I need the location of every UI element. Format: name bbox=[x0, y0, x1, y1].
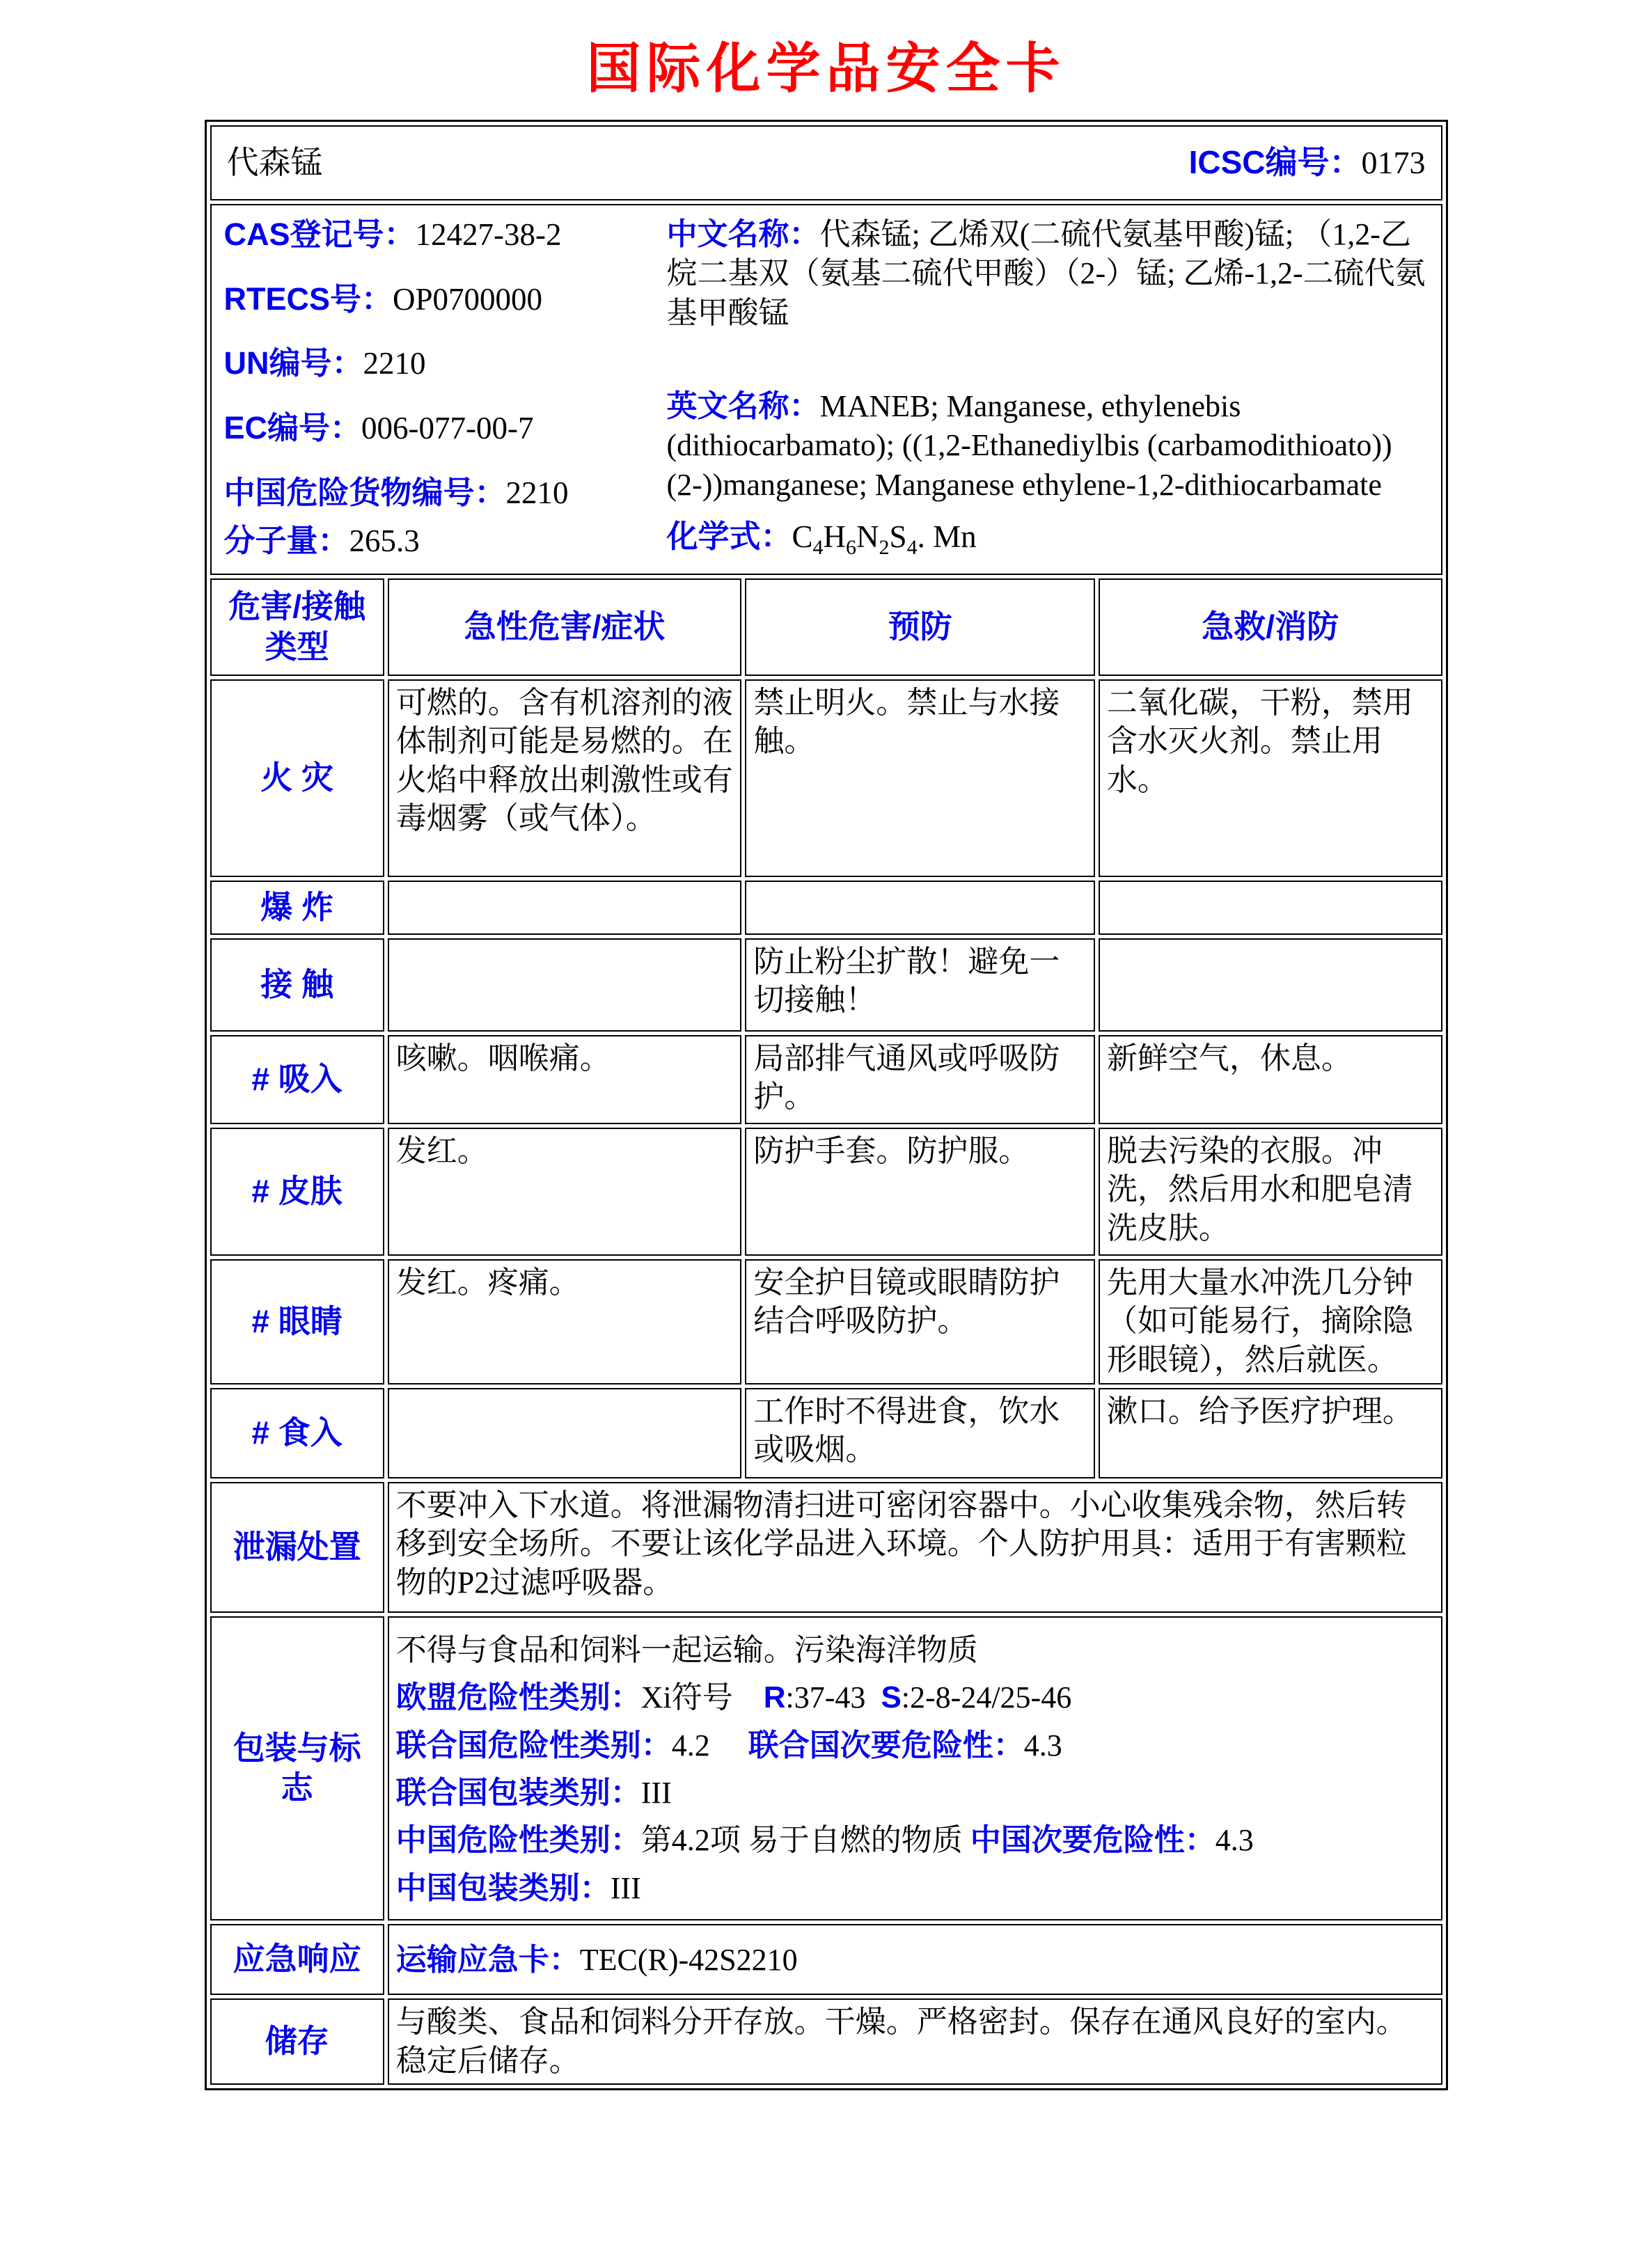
transport-note: 不得与食品和饲料一起运输。污染海洋物质 bbox=[395, 1632, 978, 1667]
hazard-row-fire bbox=[210, 679, 1442, 877]
packaging-labeling-label: 包装与标志 bbox=[210, 1616, 384, 1921]
hazard-type-contact: 接 触 bbox=[210, 938, 384, 1032]
inhalation-prevention: 局部排气通风或呼吸防护。 bbox=[745, 1035, 1095, 1124]
page-title: 国际化学品安全卡 bbox=[586, 38, 1066, 99]
hazard-type-fire: 火 灾 bbox=[210, 679, 384, 877]
substance-name: 代森锰 bbox=[226, 145, 323, 181]
spill-disposal-row bbox=[210, 1482, 1442, 1613]
hazard-row-contact bbox=[210, 938, 1442, 1032]
icsc-card bbox=[205, 120, 1448, 2090]
ingestion-symptoms bbox=[388, 1388, 742, 1478]
molecular-weight: 分子量：265.3 bbox=[223, 522, 420, 558]
explosion-prevention bbox=[745, 881, 1095, 935]
storage-text: 与酸类、食品和饲料分开存放。干燥。严格密封。保存在通风良好的室内。稳定后储存。 bbox=[388, 1998, 1442, 2085]
skin-response: 脱去污染的衣服。冲洗，然后用水和肥皂清洗皮肤。 bbox=[1099, 1128, 1442, 1256]
spill-disposal-text: 不要冲入下水道。将泄漏物清扫进可密闭容器中。小心收集残余物，然后转移到安全场所。不要让该化学品进入环境。个人防护用具：适用于有害颗粒物的P2过滤呼吸器。 bbox=[388, 1482, 1442, 1613]
icsc-number-value: 0173 bbox=[1361, 145, 1426, 181]
header-prevention: 预防 bbox=[745, 578, 1095, 676]
hazard-row-inhalation bbox=[210, 1035, 1442, 1124]
ec-number: EC编号：006-077-00-7 bbox=[223, 410, 534, 446]
contact-response bbox=[1099, 938, 1442, 1032]
cn-hazard-class-line: 中国危险性类别：第4.2项 易于自燃的物质 中国次要危险性：4.3 bbox=[395, 1823, 1254, 1858]
skin-symptoms: 发红。 bbox=[388, 1128, 742, 1256]
identification-row bbox=[210, 204, 1442, 575]
contact-symptoms bbox=[388, 938, 742, 1032]
explosion-response bbox=[1099, 881, 1442, 935]
eyes-symptoms: 发红。疼痛。 bbox=[388, 1259, 742, 1385]
chinese-name: 中文名称：代森锰; 乙烯双(二硫代氨基甲酸)锰; （1,2-乙烷二基双（氨基二硫代甲酸）（2-）锰; 乙烯-1,2-二硫代氨基甲酸锰 bbox=[666, 217, 1426, 330]
ingestion-response: 漱口。给予医疗护理。 bbox=[1099, 1388, 1442, 1478]
transport-emergency-card: 运输应急卡：TEC(R)-42S2210 bbox=[395, 1942, 798, 1977]
card-header-row bbox=[210, 125, 1442, 200]
emergency-response-label: 应急响应 bbox=[210, 1924, 384, 1995]
ingestion-prevention: 工作时不得进食，饮水或吸烟。 bbox=[745, 1388, 1095, 1478]
un-number: UN编号：2210 bbox=[223, 345, 426, 381]
skin-prevention: 防护手套。防护服。 bbox=[745, 1128, 1095, 1256]
un-hazard-class-line: 联合国危险性类别：4.2 联合国次要危险性：4.3 bbox=[395, 1728, 1062, 1762]
hazard-type-skin: # 皮肤 bbox=[210, 1128, 384, 1256]
explosion-symptoms bbox=[388, 881, 742, 935]
inhalation-response: 新鲜空气，休息。 bbox=[1099, 1035, 1442, 1124]
fire-prevention: 禁止明火。禁止与水接触。 bbox=[745, 679, 1095, 877]
eyes-response: 先用大量水冲洗几分钟（如可能易行，摘除隐形眼镜），然后就医。 bbox=[1099, 1259, 1442, 1385]
hazard-row-eyes bbox=[210, 1259, 1442, 1385]
packaging-labeling-row bbox=[210, 1616, 1442, 1921]
contact-prevention: 防止粉尘扩散！避免一切接触！ bbox=[745, 938, 1095, 1032]
hazard-table-header bbox=[210, 578, 1442, 676]
fire-response: 二氧化碳，干粉，禁用含水灭火剂。禁止用水。 bbox=[1099, 679, 1442, 877]
hazard-row-explosion bbox=[210, 881, 1442, 935]
icsc-number bbox=[1189, 143, 1426, 183]
eyes-prevention: 安全护目镜或眼睛防护结合呼吸防护。 bbox=[745, 1259, 1095, 1385]
hazard-row-skin bbox=[210, 1128, 1442, 1256]
china-dg-number: 中国危险货物编号：2210 bbox=[223, 474, 569, 510]
hazard-type-inhalation: # 吸入 bbox=[210, 1035, 384, 1124]
english-name: 英文名称：MANEB; Manganese, ethylenebis (dithiocarbamato); ((1,2-Ethanediylbis (carbamodithioato))(2-))manganese; Manganese ethylene-1,2-dithiocarbamate bbox=[666, 388, 1392, 502]
hazard-type-explosion: 爆 炸 bbox=[210, 881, 384, 935]
cas-number: CAS登记号：12427-38-2 bbox=[223, 216, 562, 252]
names-block bbox=[649, 208, 1434, 571]
packaging-labeling-content bbox=[396, 1620, 1434, 1908]
hazard-type-eyes: # 眼睛 bbox=[210, 1259, 384, 1385]
spill-disposal-label: 泄漏处置 bbox=[210, 1482, 384, 1613]
hazard-type-ingestion: # 食入 bbox=[210, 1388, 384, 1478]
inhalation-symptoms: 咳嗽。咽喉痛。 bbox=[388, 1035, 742, 1124]
header-first-aid: 急救/消防 bbox=[1099, 578, 1442, 676]
storage-row bbox=[210, 1998, 1442, 2085]
rtecs-number: RTECS号：OP0700000 bbox=[223, 281, 543, 317]
eu-hazard-class-line: 欧盟危险性类别：Xi符号 R:37-43 S:2-8-24/25-46 bbox=[395, 1680, 1072, 1715]
emergency-response-row bbox=[210, 1924, 1442, 1995]
cn-packing-group-line: 中国包装类别：III bbox=[395, 1870, 641, 1905]
fire-symptoms: 可燃的。含有机溶剂的液体制剂可能是易燃的。在火焰中释放出刺激性或有毒烟雾（或气体）。 bbox=[388, 679, 742, 877]
header-symptoms: 急性危害/症状 bbox=[388, 578, 742, 676]
icsc-number-label: ICSC编号： bbox=[1188, 144, 1362, 181]
header-hazard-type: 危害/接触类型 bbox=[210, 578, 384, 676]
chemical-formula: $C_4H_6N_2S_4$. Mn bbox=[792, 519, 977, 559]
storage-label: 储存 bbox=[210, 1998, 384, 2085]
hazard-row-ingestion bbox=[210, 1388, 1442, 1478]
un-packing-group-line: 联合国包装类别：III bbox=[395, 1775, 672, 1810]
chemical-formula-line: 化学式：$C_4H_6N_2S_4$. Mn bbox=[666, 518, 977, 559]
registry-ids-block bbox=[219, 208, 649, 571]
